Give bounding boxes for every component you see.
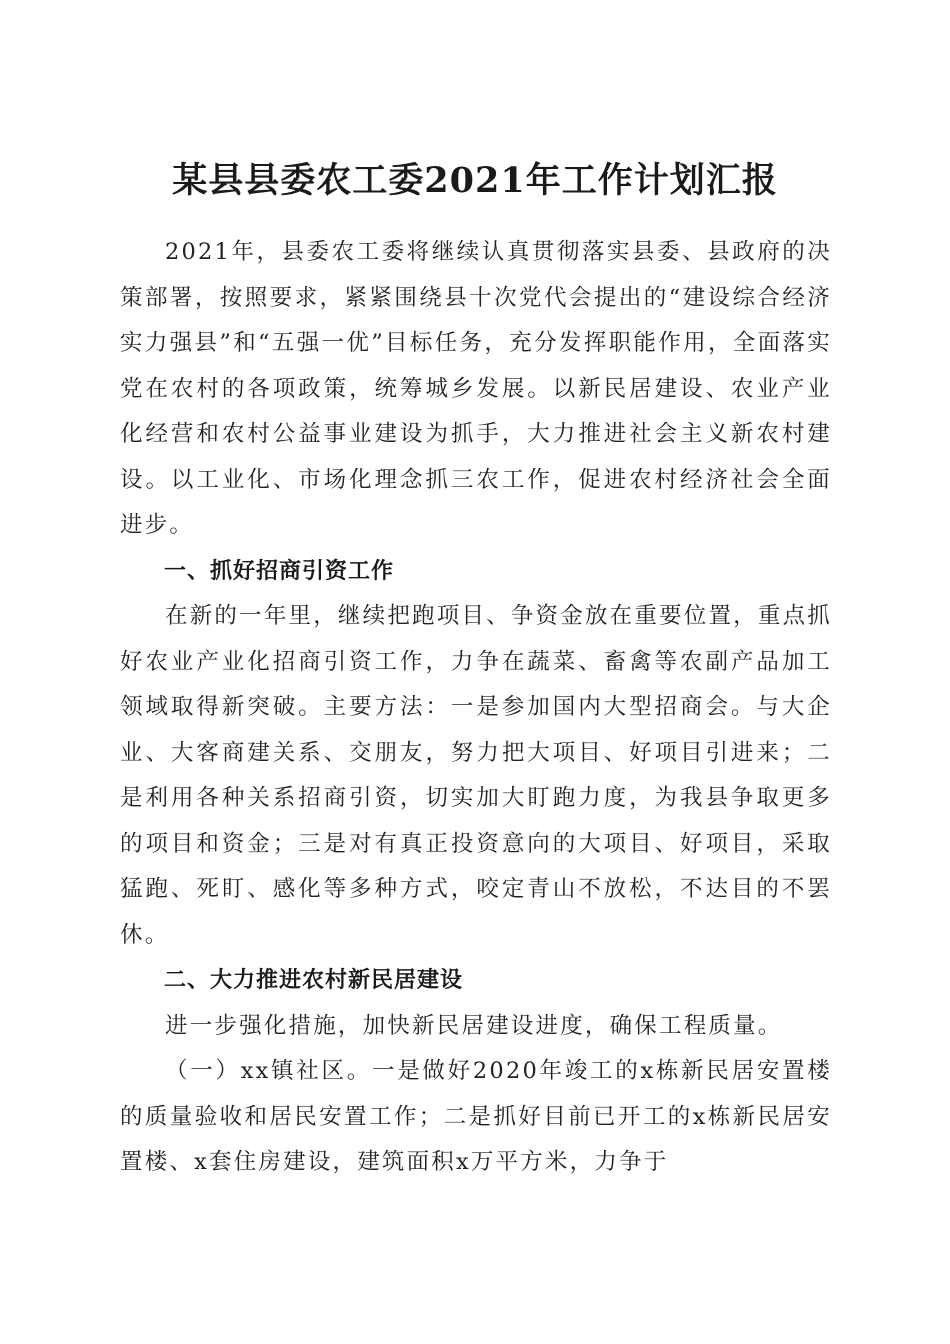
section-2-intro-paragraph: 进一步强化措施，加快新民居建设进度，确保工程质量。 [165, 1012, 783, 1039]
document-title: 某县县委农工委2021年工作计划汇报 [172, 160, 778, 202]
intro-paragraph: 2021年，县委农工委将继续认真贯彻落实县委、县政府的决策部署，按照要求，紧紧围绕县十次党代会提出的“建设综合经济实力强县”和“五强一优”目标任务，充分发挥职能作用，全面落实党在农村的各项政策，统筹城乡发展。以新民居建设、农业产业化经营和农村公益事业建设为抓手，大力推进社会主义新农村建设。以工业化、市场化理念抓三农工作，促进农村经济社会全面进步。 [120, 239, 832, 538]
section-2-item-1-paragraph: （一）xx镇社区。一是做好2020年竣工的x栋新民居安置楼的质量验收和居民安置工作；二是抓好目前已开工的x栋新民居安置楼、x套住房建设，建筑面积x万平方米，力争于 [120, 1058, 832, 1175]
section-heading-1: 一、抓好招商引资工作 [164, 558, 395, 584]
document-body [120, 230, 832, 1186]
section-heading-2: 二、大力推进农村新民居建设 [164, 968, 464, 993]
section-1-paragraph: 在新的一年里，继续把跑项目、争资金放在重要位置，重点抓好农业产业化招商引资工作，力争在蔬菜、畜禽等农副产品加工领域取得新突破。主要方法：一是参加国内大型招商会。与大企业、大客商建关系、交朋友，努力把大项目、好项目引进来；二是利用各种关系招商引资，切实加大盯跑力度，为我县争取更多的项目和资金；三是对有真正投资意向的大项目、好项目，采取猛跑、死盯、感化等多种方式，咬定青山不放松，不达目的不罢休。 [120, 603, 832, 948]
